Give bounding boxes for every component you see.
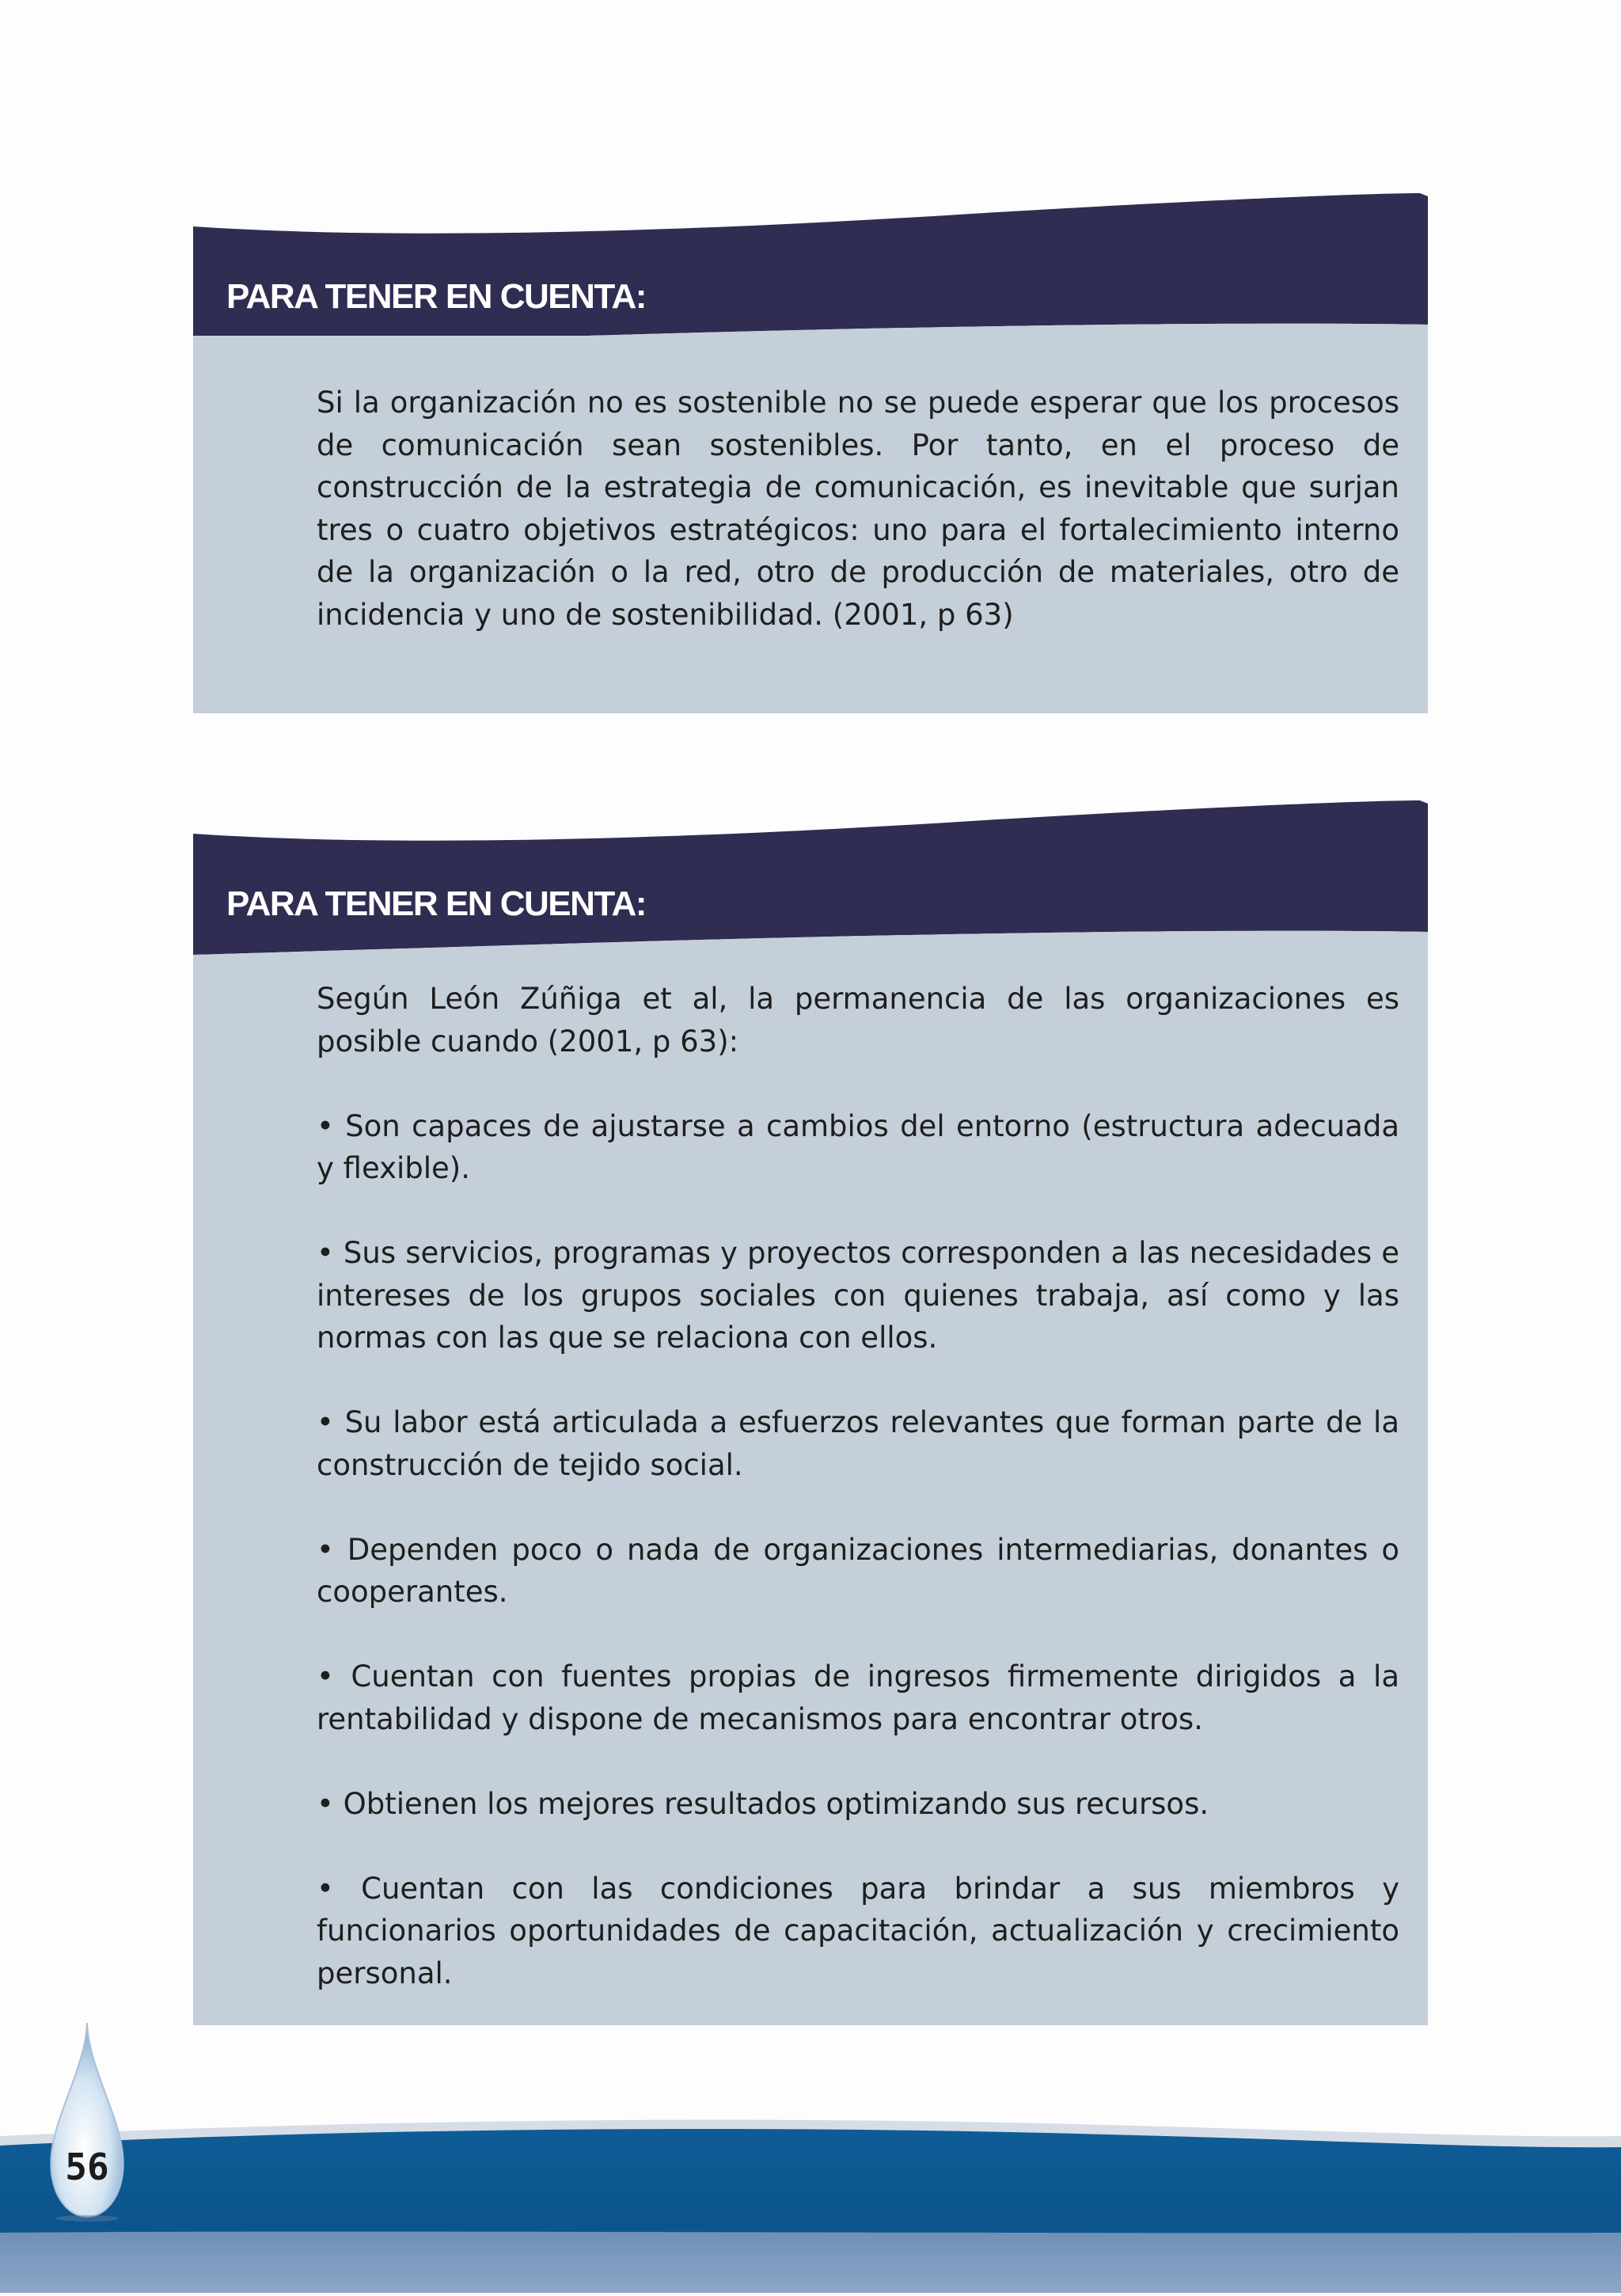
note-box-1 [193,193,1428,713]
note-box-2-header [193,800,1428,943]
bullet-item: • Cuentan con fuentes propias de ingresos firmemente dirigidos a la rentabilidad y dispone de mecanismos para encontrar otros. [317,1659,1399,1736]
note-box-2-body [317,978,1399,1994]
bullet-item: • Obtienen los mejores resultados optimizando sus recursos. [317,1786,1209,1821]
note-box-2 [193,800,1428,2025]
bullet-item: • Cuentan con las condiciones para brindar a sus miembros y funcionarios oportunidades de capacitación, actualización y crecimiento personal. [317,1871,1399,1990]
bullet-item: • Sus servicios, programas y proyectos corresponden a las necesidades e intereses de los grupos sociales con quienes trabaja, así como y las normas con las que se relaciona con ellos. [317,1236,1399,1355]
note-box-1-paragraph: Si la organización no es sostenible no se puede esperar que los procesos de comunicación sean sostenibles. Por tanto, en el proceso de construcción de la estrategia de comunicación, es inevitable que surjan tres o cuatro objetivos estratégicos: uno para el fortalecimiento interno de la organización o la red, otro de producción de materiales, otro de incidencia y uno de sostenibilidad. (2001, p 63) [317,386,1399,632]
bullet-item: • Dependen poco o nada de organizaciones intermediarias, donantes o cooperantes. [317,1532,1399,1609]
bullet-item: • Son capaces de ajustarse a cambios del entorno (estructura adecuada y flexible). [317,1108,1399,1185]
page-number: 56 [65,2146,109,2188]
note-box-2-intro: Según León Zúñiga et al, la permanencia de las organizaciones es posible cuando (2001, p 63): [317,982,1399,1059]
footer-wave [0,2090,1621,2293]
water-drop-icon [24,2019,150,2222]
note-box-1-header [193,193,1428,336]
note-box-1-body [317,382,1399,636]
note-box-1-title: PARA TENER EN CUENTA: [226,277,646,316]
bullet-item: • Su labor está articulada a esfuerzos relevantes que forman parte de la construcción de tejido social. [317,1405,1399,1482]
note-box-2-title: PARA TENER EN CUENTA: [226,884,646,923]
